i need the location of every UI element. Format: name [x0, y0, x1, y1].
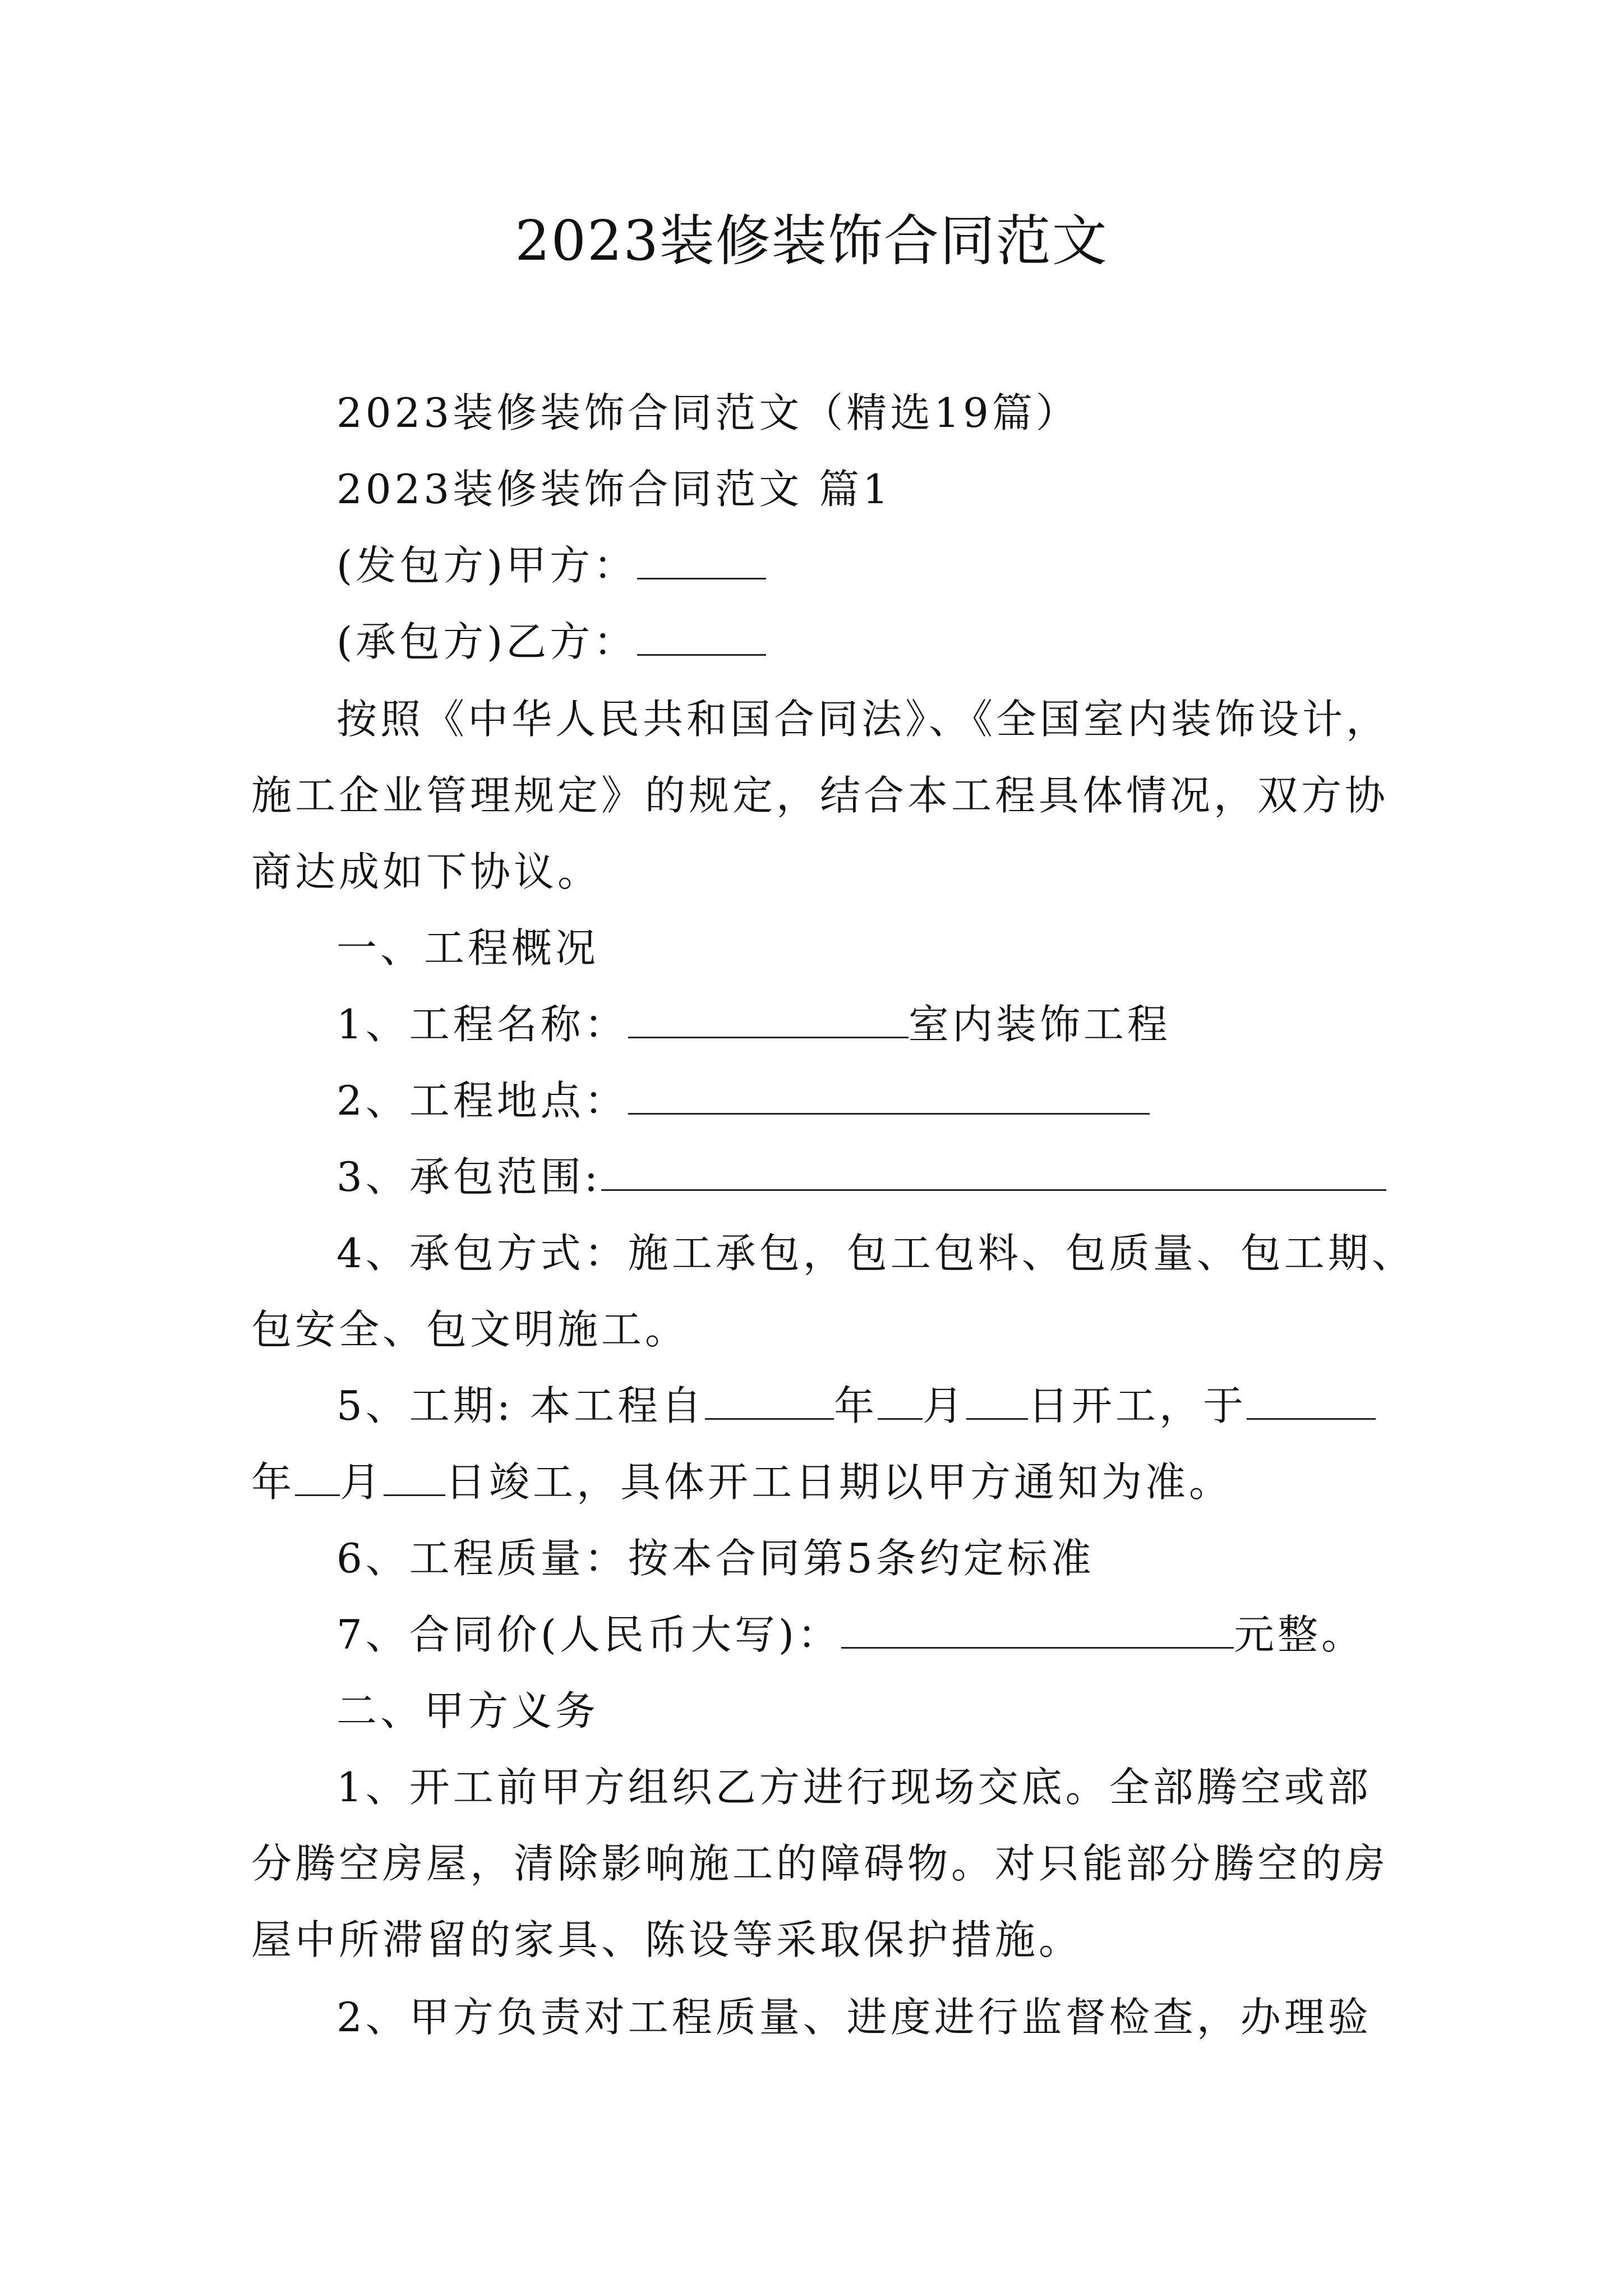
- clause-suffix: 室内装饰工程: [908, 1001, 1171, 1048]
- clause-schedule-cont: [251, 1454, 1233, 1510]
- month-label: 月: [340, 1458, 384, 1506]
- start-day-label: 日开工，于: [1028, 1382, 1247, 1429]
- party-a-label: (发包方)甲方：: [336, 542, 638, 589]
- start-month-blank: [878, 1384, 923, 1420]
- clause-contract-method: 4、承包方式：施工承包，包工包料、包质量、包工期、: [336, 1230, 1415, 1277]
- end-day-blank: [384, 1461, 445, 1496]
- project-name-blank: [628, 1003, 909, 1038]
- clause-contract-scope: [336, 1149, 1386, 1205]
- document-subtitle: 2023装修装饰合同范文（精选19篇）: [336, 389, 1080, 436]
- year-label: 年: [833, 1382, 878, 1429]
- duty-paragraph-line: 1、开工前甲方组织乙方进行现场交底。全部腾空或部: [336, 1764, 1372, 1811]
- intro-paragraph-line: 按照《中华人民共和国合同法》、《全国室内装饰设计，: [336, 696, 1390, 743]
- clause-quality: 6、工程质量：按本合同第5条约定标准: [336, 1535, 1095, 1582]
- clause-price: [336, 1607, 1365, 1663]
- end-month-blank: [295, 1461, 340, 1496]
- clause-label: 1、工程名称：: [336, 1001, 628, 1048]
- end-year-blank: [1247, 1384, 1376, 1420]
- duty-paragraph-line: 屋中所滞留的家具、陈设等采取保护措施。: [251, 1916, 1083, 1963]
- party-a-line: [336, 537, 766, 593]
- duty-paragraph-line: 分腾空房屋，清除影响施工的障碍物。对只能部分腾空的房: [251, 1840, 1389, 1887]
- clause-schedule: [336, 1378, 1376, 1434]
- year-label: 年: [251, 1458, 296, 1506]
- clause-label: 3、承包范围:: [336, 1153, 602, 1200]
- intro-paragraph-line: 施工企业管理规定》的规定，结合本工程具体情况，双方协: [251, 772, 1389, 819]
- start-day-blank: [966, 1384, 1028, 1420]
- clause-contract-method-cont: 包安全、包文明施工。: [251, 1306, 689, 1353]
- end-day-label: 日竣工，具体开工日期以甲方通知为准。: [445, 1458, 1233, 1506]
- party-b-blank: [637, 620, 766, 656]
- party-b-label: (承包方)乙方：: [336, 618, 638, 665]
- section-heading: 二、甲方义务: [336, 1687, 600, 1734]
- chapter-heading: 2023装修装饰合同范文 篇1: [336, 466, 892, 513]
- section-heading: 一、工程概况: [336, 924, 600, 972]
- price-blank: [841, 1613, 1234, 1649]
- document-title: 2023装修装饰合同范文: [515, 209, 1108, 273]
- project-location-blank: [628, 1079, 1150, 1115]
- clause-suffix: 元整。: [1234, 1611, 1366, 1658]
- intro-paragraph-line: 商达成如下协议。: [251, 848, 602, 895]
- clause-label: 7、合同价(人民币大写)：: [336, 1611, 841, 1658]
- clause-project-location: [336, 1073, 1150, 1129]
- party-b-line: [336, 614, 766, 670]
- duty-paragraph-line: 2、甲方负责对工程质量、进度进行监督检查，办理验: [336, 1994, 1372, 2041]
- clause-label: 5、工期: 本工程自: [336, 1382, 705, 1429]
- contract-scope-blank: [601, 1156, 1386, 1191]
- clause-project-name: [336, 996, 1171, 1052]
- party-a-blank: [637, 544, 766, 579]
- clause-label: 2、工程地点：: [336, 1077, 628, 1124]
- start-year-blank: [705, 1384, 834, 1420]
- month-label: 月: [922, 1382, 966, 1429]
